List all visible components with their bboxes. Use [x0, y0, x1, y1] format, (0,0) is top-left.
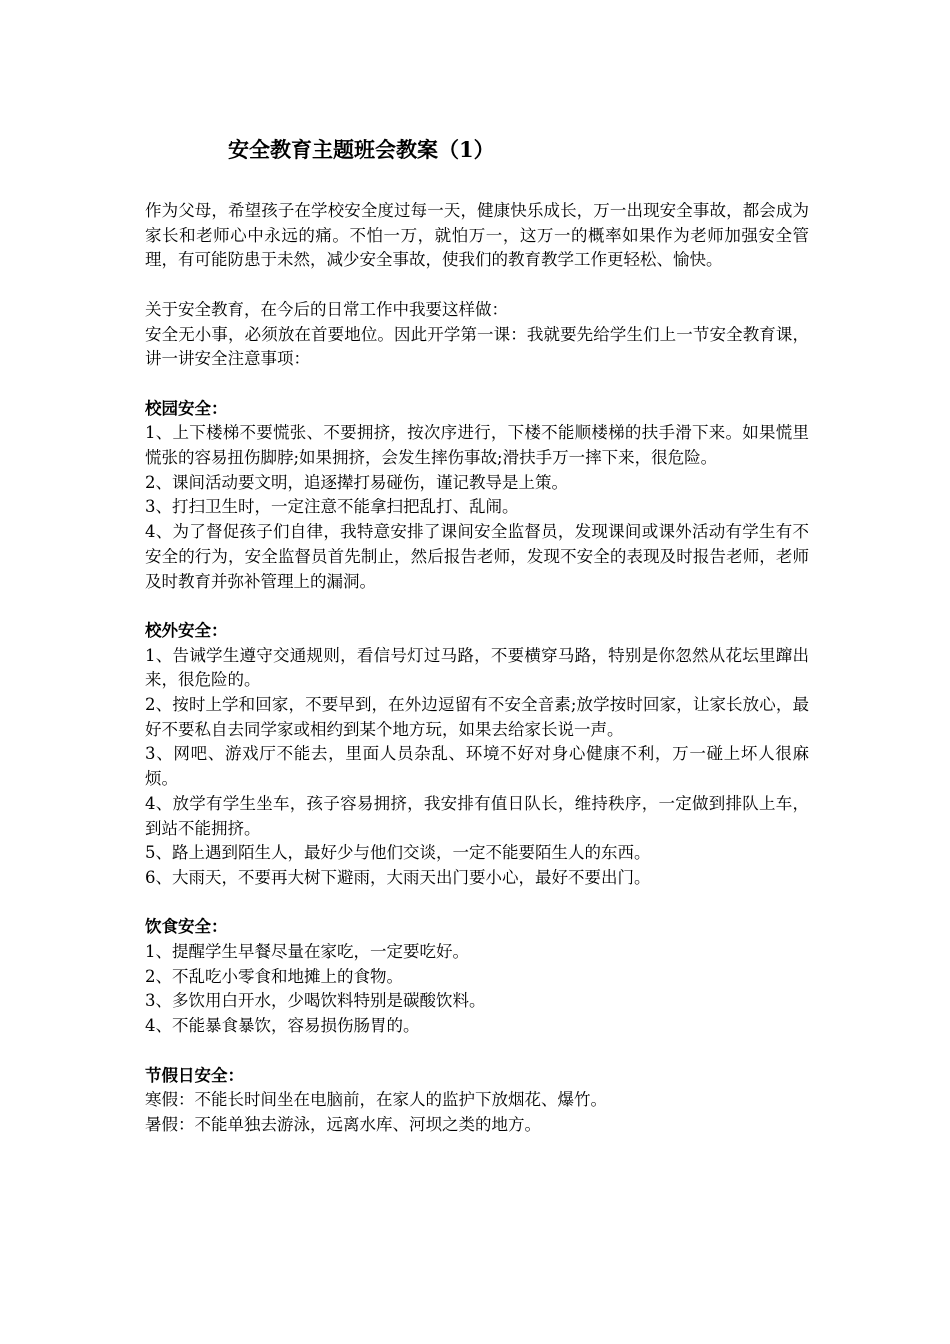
list-item: 3、打扫卫生时，一定注意不能拿扫把乱打、乱闹。 [145, 497, 519, 517]
section-heading: 校园安全： [145, 398, 228, 418]
list-item: 3、多饮用白开水，少喝饮料特别是碳酸饮料。 [145, 991, 486, 1011]
list-item: 4、放学有学生坐车，孩子容易拥挤，我安排有值日队长，维持秩序，一定做到排队上车，到站不能拥挤。 [145, 793, 809, 838]
plan-intro-paragraph: 安全无小事，必须放在首要地位。因此开学第一课：我就要先给学生们上一节安全教育课，讲一讲安全注意事项： [145, 324, 809, 369]
section-heading: 校外安全： [145, 620, 228, 640]
section-heading: 节假日安全： [145, 1065, 244, 1085]
section-holiday-safety [145, 1064, 809, 1138]
list-item: 6、大雨天，不要再大树下避雨，大雨天出门要小心，最好不要出门。 [145, 867, 651, 887]
plan-intro-line: 关于安全教育，在今后的日常工作中我要这样做： [145, 299, 508, 319]
paragraph-spacer [145, 273, 809, 298]
list-item: 4、为了督促孩子们自律，我特意安排了课间安全监督员，发现课间或课外活动有学生有不安全的行为，安全监督员首先制止，然后报告老师，发现不安全的表现及时报告老师，老师及时教育并弥补管理上的漏洞。 [145, 522, 809, 591]
list-item: 寒假：不能长时间坐在电脑前，在家人的监护下放烟花、爆竹。 [145, 1090, 607, 1110]
paragraph-spacer [145, 891, 809, 916]
paragraph-spacer [145, 1039, 809, 1064]
list-item: 5、路上遇到陌生人，最好少与他们交谈，一定不能要陌生人的东西。 [145, 843, 651, 863]
intro-paragraph: 作为父母，希望孩子在学校安全度过每一天，健康快乐成长，万一出现安全事故，都会成为家长和老师心中永远的痛。不怕一万，就怕万一，这万一的概率如果作为老师加强安全管理，有可能防患于未然，减少安全事故，使我们的教育教学工作更轻松、愉快。 [145, 201, 809, 270]
paragraph-spacer [145, 372, 809, 397]
section-food-safety [145, 915, 809, 1039]
list-item: 1、提醒学生早餐尽量在家吃，一定要吃好。 [145, 942, 469, 962]
document-title: 安全教育主题班会教案（1） [228, 137, 495, 162]
list-item: 4、不能暴食暴饮，容易损伤肠胃的。 [145, 1016, 420, 1036]
list-item: 2、不乱吃小零食和地摊上的食物。 [145, 966, 403, 986]
section-heading: 饮食安全： [145, 917, 228, 937]
paragraph-spacer [145, 594, 809, 619]
list-item: 3、网吧、游戏厅不能去，里面人员杂乱、环境不好对身心健康不利，万一碰上坏人很麻烦。 [145, 744, 809, 789]
list-item: 暑假：不能单独去游泳，远离水库、河坝之类的地方。 [145, 1114, 541, 1134]
list-item: 1、上下楼梯不要慌张、不要拥挤，按次序进行，下楼不能顺楼梯的扶手滑下来。如果慌里慌张的容易扭伤脚脖;如果拥挤，会发生摔伤事故;滑扶手万一摔下来，很危险。 [145, 423, 809, 467]
document-body [145, 199, 809, 1138]
section-campus-safety [145, 397, 809, 595]
list-item: 2、课间活动要文明，追逐撵打易碰伤，谨记教导是上策。 [145, 472, 568, 492]
list-item: 1、告诫学生遵守交通规则，看信号灯过马路，不要横穿马路，特别是你忽然从花坛里蹿出来，很危险的。 [145, 645, 809, 690]
section-off-campus-safety [145, 619, 809, 891]
list-item: 2、按时上学和回家，不要早到，在外边逗留有不安全音素;放学按时回家，让家长放心，最好不要私自去同学家或相约到某个地方玩，如果去给家长说一声。 [145, 695, 809, 739]
